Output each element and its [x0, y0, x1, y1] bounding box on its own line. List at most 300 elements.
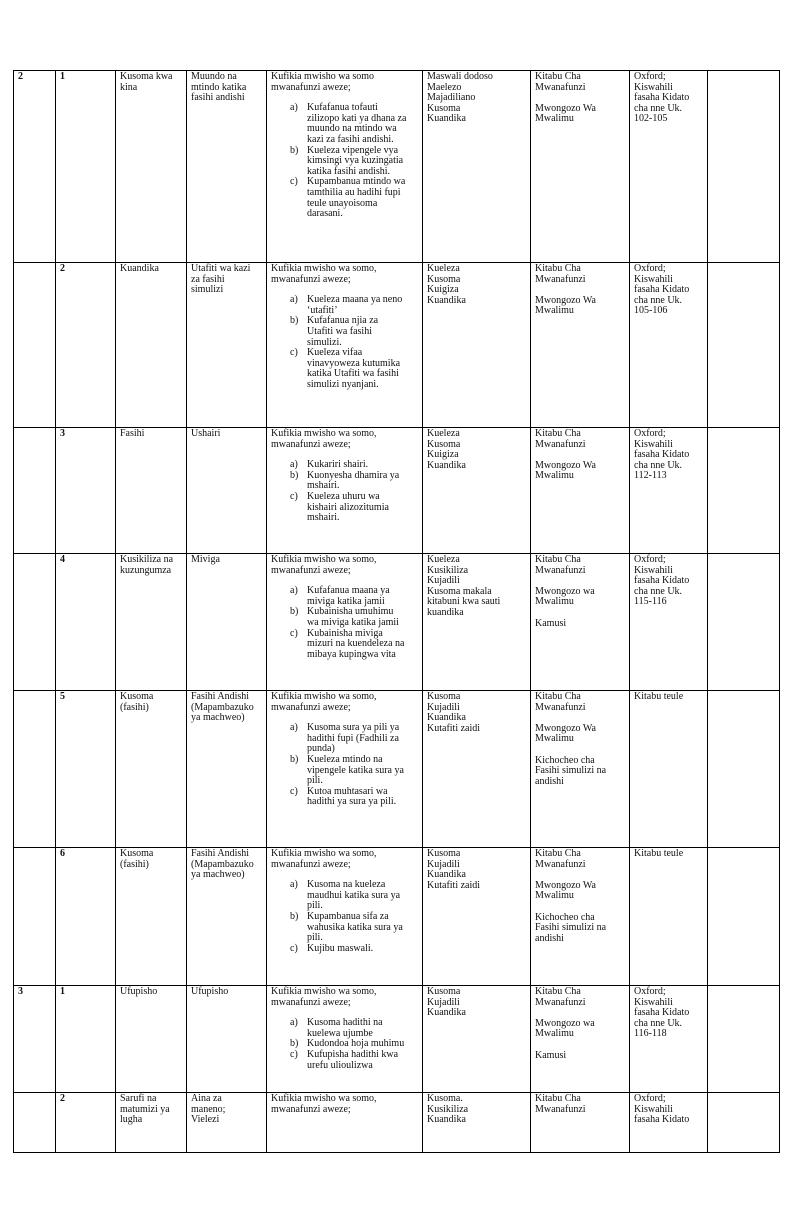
objective-item [290, 1018, 418, 1039]
objectives-cell [267, 691, 423, 848]
resource-line: Mwongozo Wa [535, 879, 596, 891]
objective-text [307, 787, 418, 808]
activity-line: Kusoma [427, 438, 461, 450]
resource-line: Mwalimu [535, 890, 574, 902]
table-row [14, 691, 780, 848]
intro-line: Kufikia mwisho wa somo, [271, 263, 377, 274]
subtopic-line: ya machweo) [191, 712, 245, 724]
resource-line: Kitabu Cha [535, 986, 581, 997]
objective-line: Kueleza uhuru wa [307, 490, 380, 502]
objective-item [290, 787, 418, 808]
topic-line: lugha [120, 1114, 143, 1126]
objective-item [290, 723, 418, 755]
objective-line: Kufafanua maana ya [307, 585, 390, 597]
topic-line: Fasihi [120, 428, 145, 439]
subtopic-cell [187, 71, 267, 263]
subtopic-cell [187, 263, 267, 428]
objective-line: Kujibu maswali. [307, 942, 374, 954]
topic-line: Kusoma kwa [120, 71, 173, 82]
subtopic-line: Fasihi Andishi [191, 691, 250, 702]
reference-line: fasaha Kidato [634, 1114, 690, 1126]
resource-line: Mwongozo Wa [535, 722, 596, 734]
subtopic-line: Miviga [191, 554, 220, 565]
objective-letter: c) [290, 785, 298, 797]
intro-line: Kufikia mwisho wa somo, [271, 554, 377, 565]
objectives-list [271, 723, 418, 808]
topic-line: kina [120, 81, 138, 93]
activities-cell [423, 554, 531, 691]
resource-line [535, 1040, 625, 1051]
reference-line: Kitabu teule [634, 848, 684, 859]
remarks-cell [708, 986, 780, 1093]
objective-text [307, 295, 418, 316]
objectives-intro [271, 1094, 418, 1115]
subtopic-line: Ufupisho [191, 986, 229, 997]
intro-line: Kufikia mwisho wa somo [271, 71, 375, 82]
subtopic-line: Fasihi Andishi [191, 848, 250, 859]
resources-cell [531, 848, 630, 986]
resource-line: Mwongozo Wa [535, 102, 596, 114]
resource-line: andishi [535, 932, 564, 944]
activities-cell [423, 71, 531, 263]
activity-line: kuandika [427, 606, 464, 618]
objectives-list [271, 460, 418, 524]
resource-line: andishi [535, 775, 564, 787]
activity-line: Kuigiza [427, 284, 459, 296]
resource-line: Kamusi [535, 617, 567, 629]
resource-line [535, 608, 625, 619]
topic-cell [116, 71, 187, 263]
table-row [14, 848, 780, 986]
resource-line: Mwanafunzi [535, 858, 586, 870]
reference-line: Kitabu teule [634, 691, 684, 702]
objective-line: urefu ulioulizwa [307, 1059, 373, 1071]
objective-line: ‘utafiti’ [307, 304, 338, 316]
objective-item [290, 146, 418, 178]
intro-line: Kufikia mwisho wa somo, [271, 848, 377, 859]
subtopic-line: fasihi andishi [191, 92, 245, 104]
references-cell [630, 986, 708, 1093]
objective-line: Kutoa muhtasari wa [307, 785, 388, 797]
subtopic-line: (Mapambazuko [191, 858, 254, 870]
resources-cell [531, 691, 630, 848]
activity-line: Kusoma. [427, 1093, 463, 1104]
scheme-of-work-table [13, 70, 780, 1153]
remarks-cell [708, 1093, 780, 1153]
reference-line: Oxford; [634, 554, 666, 565]
topic-line: Kusoma [120, 691, 154, 702]
reference-line: Oxford; [634, 1093, 666, 1104]
objective-text [307, 103, 418, 145]
objective-line: Kueleza maana ya neno [307, 294, 403, 306]
reference-line: Kiswahili [634, 996, 673, 1008]
reference-line: cha nne Uk. [634, 102, 683, 114]
references-cell [630, 848, 708, 986]
objective-line: wa miviga katika jamii [307, 616, 399, 628]
objective-line: mibaya kupingwa vita [307, 648, 396, 660]
subtopic-line: ya machweo) [191, 869, 245, 881]
objective-line: Kueleza vifaa [307, 347, 363, 359]
objective-line: Kupambanua sifa za [307, 910, 389, 922]
objective-item [290, 348, 418, 390]
objectives-intro [271, 555, 418, 576]
objective-letter: b) [290, 910, 299, 922]
objective-line: tamthilia au hadihi fupi [307, 186, 401, 198]
objective-line: Kudondoa hoja muhimu [307, 1038, 405, 1050]
objective-line: simulizi. [307, 336, 342, 348]
activity-line: Kuandika [427, 869, 466, 881]
objectives-cell [267, 428, 423, 554]
activity-line: Majadiliano [427, 92, 476, 104]
objective-line: maudhui katika sura ya [307, 889, 401, 901]
activity-line: Kusoma [427, 848, 461, 859]
subtopic-line: (Mapambazuko [191, 701, 254, 713]
resource-line: Kitabu Cha [535, 691, 581, 702]
objective-letter: b) [290, 469, 299, 481]
objective-letter: b) [290, 753, 299, 765]
subtopic-cell [187, 986, 267, 1093]
objective-line: vinavyoweza kutumika [307, 357, 401, 369]
objective-line: katika Utafiti wa fasihi [307, 368, 399, 380]
resource-line: Kitabu Cha [535, 848, 581, 859]
objective-line: vipengele katika sura ya [307, 764, 404, 776]
objective-line: zilizopo kati ya dhana za [307, 112, 407, 124]
objectives-list [271, 586, 418, 660]
objective-item [290, 607, 418, 628]
objective-text [307, 723, 418, 755]
period-cell: 4 [56, 554, 116, 691]
resource-line: Mwanafunzi [535, 273, 586, 285]
activity-line: Kusoma [427, 691, 461, 702]
subtopic-line: Vielezi [191, 1114, 220, 1126]
objectives-cell [267, 1093, 423, 1153]
reference-line: Kiswahili [634, 1103, 673, 1115]
objective-text [307, 492, 418, 524]
topic-cell [116, 691, 187, 848]
intro-line: mwanafunzi aweze; [271, 858, 351, 870]
objective-item [290, 629, 418, 661]
remarks-cell [708, 71, 780, 263]
objective-item [290, 944, 418, 955]
subtopic-line: Utafiti wa kazi [191, 263, 251, 274]
intro-line: Kufikia mwisho wa somo, [271, 428, 377, 439]
objective-line: Utafiti wa fasihi [307, 325, 372, 337]
objective-line: teule unayoisoma [307, 197, 378, 209]
resource-line: Mwanafunzi [535, 81, 586, 93]
intro-line: Kufikia mwisho wa somo, [271, 986, 377, 997]
topic-cell [116, 554, 187, 691]
intro-line: mwanafunzi aweze; [271, 701, 351, 713]
objective-text [307, 316, 418, 348]
topic-line: Ufupisho [120, 986, 158, 997]
objective-text [307, 912, 418, 944]
objective-text [307, 607, 418, 628]
objective-line: Kusoma hadithi na [307, 1017, 383, 1029]
reference-line: fasaha Kidato [634, 284, 690, 296]
reference-line: Oxford; [634, 263, 666, 274]
objective-letter: a) [290, 722, 298, 734]
activities-cell [423, 986, 531, 1093]
resource-line: Mwanafunzi [535, 438, 586, 450]
objective-line: Kueleza mtindo na [307, 753, 383, 765]
resource-line [535, 902, 625, 913]
objective-line: kuelewa ujumbe [307, 1027, 373, 1039]
objective-text [307, 146, 418, 178]
topic-line: matumizi ya [120, 1103, 170, 1115]
objective-line: mizuri na kuendeleza na [307, 638, 405, 650]
objective-item [290, 755, 418, 787]
reference-line: 112-113 [634, 470, 667, 482]
objective-line: Kupambanua mtindo wa [307, 176, 406, 188]
intro-line: Kufikia mwisho wa somo, [271, 691, 377, 702]
objective-line: pili. [307, 932, 323, 944]
objective-line: katika fasihi andishi. [307, 165, 391, 177]
topic-cell [116, 848, 187, 986]
week-cell [14, 554, 56, 691]
activity-line: Kusikiliza [427, 1103, 469, 1115]
topic-line: Kuandika [120, 263, 159, 274]
objective-letter: c) [290, 942, 298, 954]
objectives-intro [271, 264, 418, 285]
objective-line: Kubainisha miviga [307, 627, 383, 639]
topic-line: kuzungumza [120, 564, 172, 576]
week-cell [14, 848, 56, 986]
objective-line: muundo na mtindo wa [307, 123, 397, 135]
resources-cell [531, 554, 630, 691]
objective-line: pili. [307, 775, 323, 787]
objective-letter: a) [290, 102, 298, 114]
objectives-cell [267, 986, 423, 1093]
objective-letter: c) [290, 176, 298, 188]
resources-cell [531, 71, 630, 263]
objective-line: hadithi ya sura ya pili. [307, 796, 397, 808]
activity-line: Maswali dodoso [427, 71, 493, 82]
subtopic-line: Aina za [191, 1093, 222, 1104]
objective-letter: b) [290, 1038, 299, 1050]
reference-line: cha nne Uk. [634, 585, 683, 597]
reference-line: Oxford; [634, 986, 666, 997]
objective-item [290, 295, 418, 316]
objectives-cell [267, 848, 423, 986]
subtopic-line: Ushairi [191, 428, 221, 439]
activity-line: Kuandika [427, 1007, 466, 1019]
objective-line: Kusoma na kueleza [307, 879, 386, 891]
resource-line: Fasihi simulizi na [535, 765, 607, 777]
activity-line: Kujadili [427, 996, 460, 1008]
activity-line: Kusikiliza [427, 564, 469, 576]
objectives-list [271, 1018, 418, 1071]
objectives-list [271, 103, 418, 220]
objective-letter: b) [290, 606, 299, 618]
resource-line: Mwongozo Wa [535, 294, 596, 306]
references-cell [630, 554, 708, 691]
period-cell: 5 [56, 691, 116, 848]
activity-line: Kusoma [427, 102, 461, 114]
reference-line: Kiswahili [634, 273, 673, 285]
objective-text [307, 1050, 418, 1071]
objective-line: darasani. [307, 208, 343, 220]
objective-item [290, 177, 418, 219]
reference-line: fasaha Kidato [634, 575, 690, 587]
resource-line: Mwongozo wa [535, 585, 595, 597]
objective-text [307, 880, 418, 912]
references-cell [630, 428, 708, 554]
objective-line: Kufafanua njia za [307, 315, 379, 327]
resource-line: Mwalimu [535, 113, 574, 125]
activities-cell [423, 691, 531, 848]
activity-line: Kuandika [427, 1114, 466, 1126]
period-cell: 1 [56, 71, 116, 263]
resource-line: Mwanafunzi [535, 701, 586, 713]
objective-line: Kuonyesha dhamira ya [307, 469, 400, 481]
activity-line: Kuigiza [427, 449, 459, 461]
subtopic-cell [187, 1093, 267, 1153]
topic-cell [116, 1093, 187, 1153]
objective-line: hadithi fupi (Fadhili za [307, 732, 399, 744]
table-row [14, 986, 780, 1093]
objective-line: Kukariri shairi. [307, 459, 369, 471]
activity-line: Kuandika [427, 459, 466, 471]
objective-line: simulizi nyanjani. [307, 378, 379, 390]
activities-cell [423, 848, 531, 986]
resource-line: Kichocheo cha [535, 911, 595, 923]
topic-line: Sarufi na [120, 1093, 157, 1104]
reference-line: Kiswahili [634, 564, 673, 576]
reference-line: cha nne Uk. [634, 294, 683, 306]
resource-line: Mwalimu [535, 733, 574, 745]
objective-letter: b) [290, 315, 299, 327]
activity-line: Kujadili [427, 858, 460, 870]
resource-line: Mwalimu [535, 305, 574, 317]
objectives-cell [267, 554, 423, 691]
resource-line: Kitabu Cha [535, 428, 581, 439]
objective-text [307, 629, 418, 661]
reference-line: fasaha Kidato [634, 1007, 690, 1019]
reference-line: Kiswahili [634, 438, 673, 450]
objective-line: wahusika katika sura ya [307, 921, 403, 933]
topic-line: Kusikiliza na [120, 554, 174, 565]
subtopic-line: maneno; [191, 1103, 226, 1115]
intro-line: mwanafunzi aweze; [271, 996, 351, 1008]
resource-line: Mwanafunzi [535, 996, 586, 1008]
resource-line [535, 745, 625, 756]
objectives-intro [271, 849, 418, 870]
topic-cell [116, 263, 187, 428]
reference-line: Oxford; [634, 428, 666, 439]
intro-line: mwanafunzi aweze; [271, 438, 351, 450]
objective-text [307, 755, 418, 787]
reference-line: 102-105 [634, 113, 668, 125]
table-row [14, 263, 780, 428]
remarks-cell [708, 848, 780, 986]
objectives-list [271, 295, 418, 390]
reference-line: 116-118 [634, 1028, 667, 1040]
subtopic-line: Muundo na [191, 71, 237, 82]
subtopic-line: za fasihi [191, 273, 225, 285]
objective-text [307, 586, 418, 607]
subtopic-cell [187, 554, 267, 691]
week-cell [14, 428, 56, 554]
objective-line: punda) [307, 743, 335, 755]
activity-line: Kusoma makala [427, 585, 492, 597]
objective-letter: c) [290, 627, 298, 639]
objective-letter: c) [290, 490, 298, 502]
resource-line: Kitabu Cha [535, 71, 581, 82]
resource-line: Fasihi simulizi na [535, 922, 607, 934]
resource-line: Mwongozo wa [535, 1017, 595, 1029]
resources-cell [531, 263, 630, 428]
objective-text [307, 471, 418, 492]
table-body [14, 71, 780, 1153]
objective-letter: a) [290, 879, 298, 891]
remarks-cell [708, 428, 780, 554]
objective-letter: c) [290, 1048, 298, 1060]
remarks-cell [708, 554, 780, 691]
objective-letter: a) [290, 1017, 298, 1029]
resources-cell [531, 428, 630, 554]
reference-line: fasaha Kidato [634, 92, 690, 104]
period-cell: 6 [56, 848, 116, 986]
resources-cell [531, 1093, 630, 1153]
topic-line: (fasihi) [120, 858, 149, 870]
week-cell [14, 691, 56, 848]
resource-line: Mwanafunzi [535, 1103, 586, 1115]
reference-line: Oxford; [634, 71, 666, 82]
week-cell: 3 [14, 986, 56, 1093]
objective-item [290, 492, 418, 524]
activities-cell [423, 428, 531, 554]
table-row [14, 1093, 780, 1153]
resource-line: Mwalimu [535, 596, 574, 608]
references-cell [630, 263, 708, 428]
week-cell: 2 [14, 71, 56, 263]
objective-line: Kusoma sura ya pili ya [307, 722, 400, 734]
objective-letter: a) [290, 459, 298, 471]
week-cell [14, 1093, 56, 1153]
subtopic-line: simulizi [191, 284, 224, 296]
objective-line: mshairi. [307, 480, 340, 492]
resource-line: Mwalimu [535, 1028, 574, 1040]
remarks-cell [708, 263, 780, 428]
period-cell: 2 [56, 1093, 116, 1153]
resource-line: Kitabu Cha [535, 554, 581, 565]
objective-item [290, 471, 418, 492]
activity-line: Kujadili [427, 701, 460, 713]
resource-line: Kitabu Cha [535, 1093, 581, 1104]
subtopic-cell [187, 691, 267, 848]
reference-line: 105-106 [634, 305, 668, 317]
objective-item [290, 103, 418, 145]
objective-item [290, 880, 418, 912]
intro-line: mwanafunzi aweze; [271, 273, 351, 285]
activity-line: Kujadili [427, 575, 460, 587]
objective-line: Kueleza vipengele vya [307, 144, 399, 156]
period-cell: 2 [56, 263, 116, 428]
objectives-intro [271, 72, 418, 93]
topic-line: (fasihi) [120, 701, 149, 713]
objective-item [290, 316, 418, 348]
resource-line: Kichocheo cha [535, 754, 595, 766]
activity-line: Kuandika [427, 294, 466, 306]
subtopic-cell [187, 428, 267, 554]
objective-line: Kufafanua tofauti [307, 102, 378, 114]
objective-text [307, 177, 418, 219]
objective-letter: a) [290, 585, 298, 597]
activity-line: Kueleza [427, 554, 460, 565]
activity-line: Kutafiti zaidi [427, 722, 481, 734]
resource-line: Mwalimu [535, 470, 574, 482]
table-row [14, 554, 780, 691]
